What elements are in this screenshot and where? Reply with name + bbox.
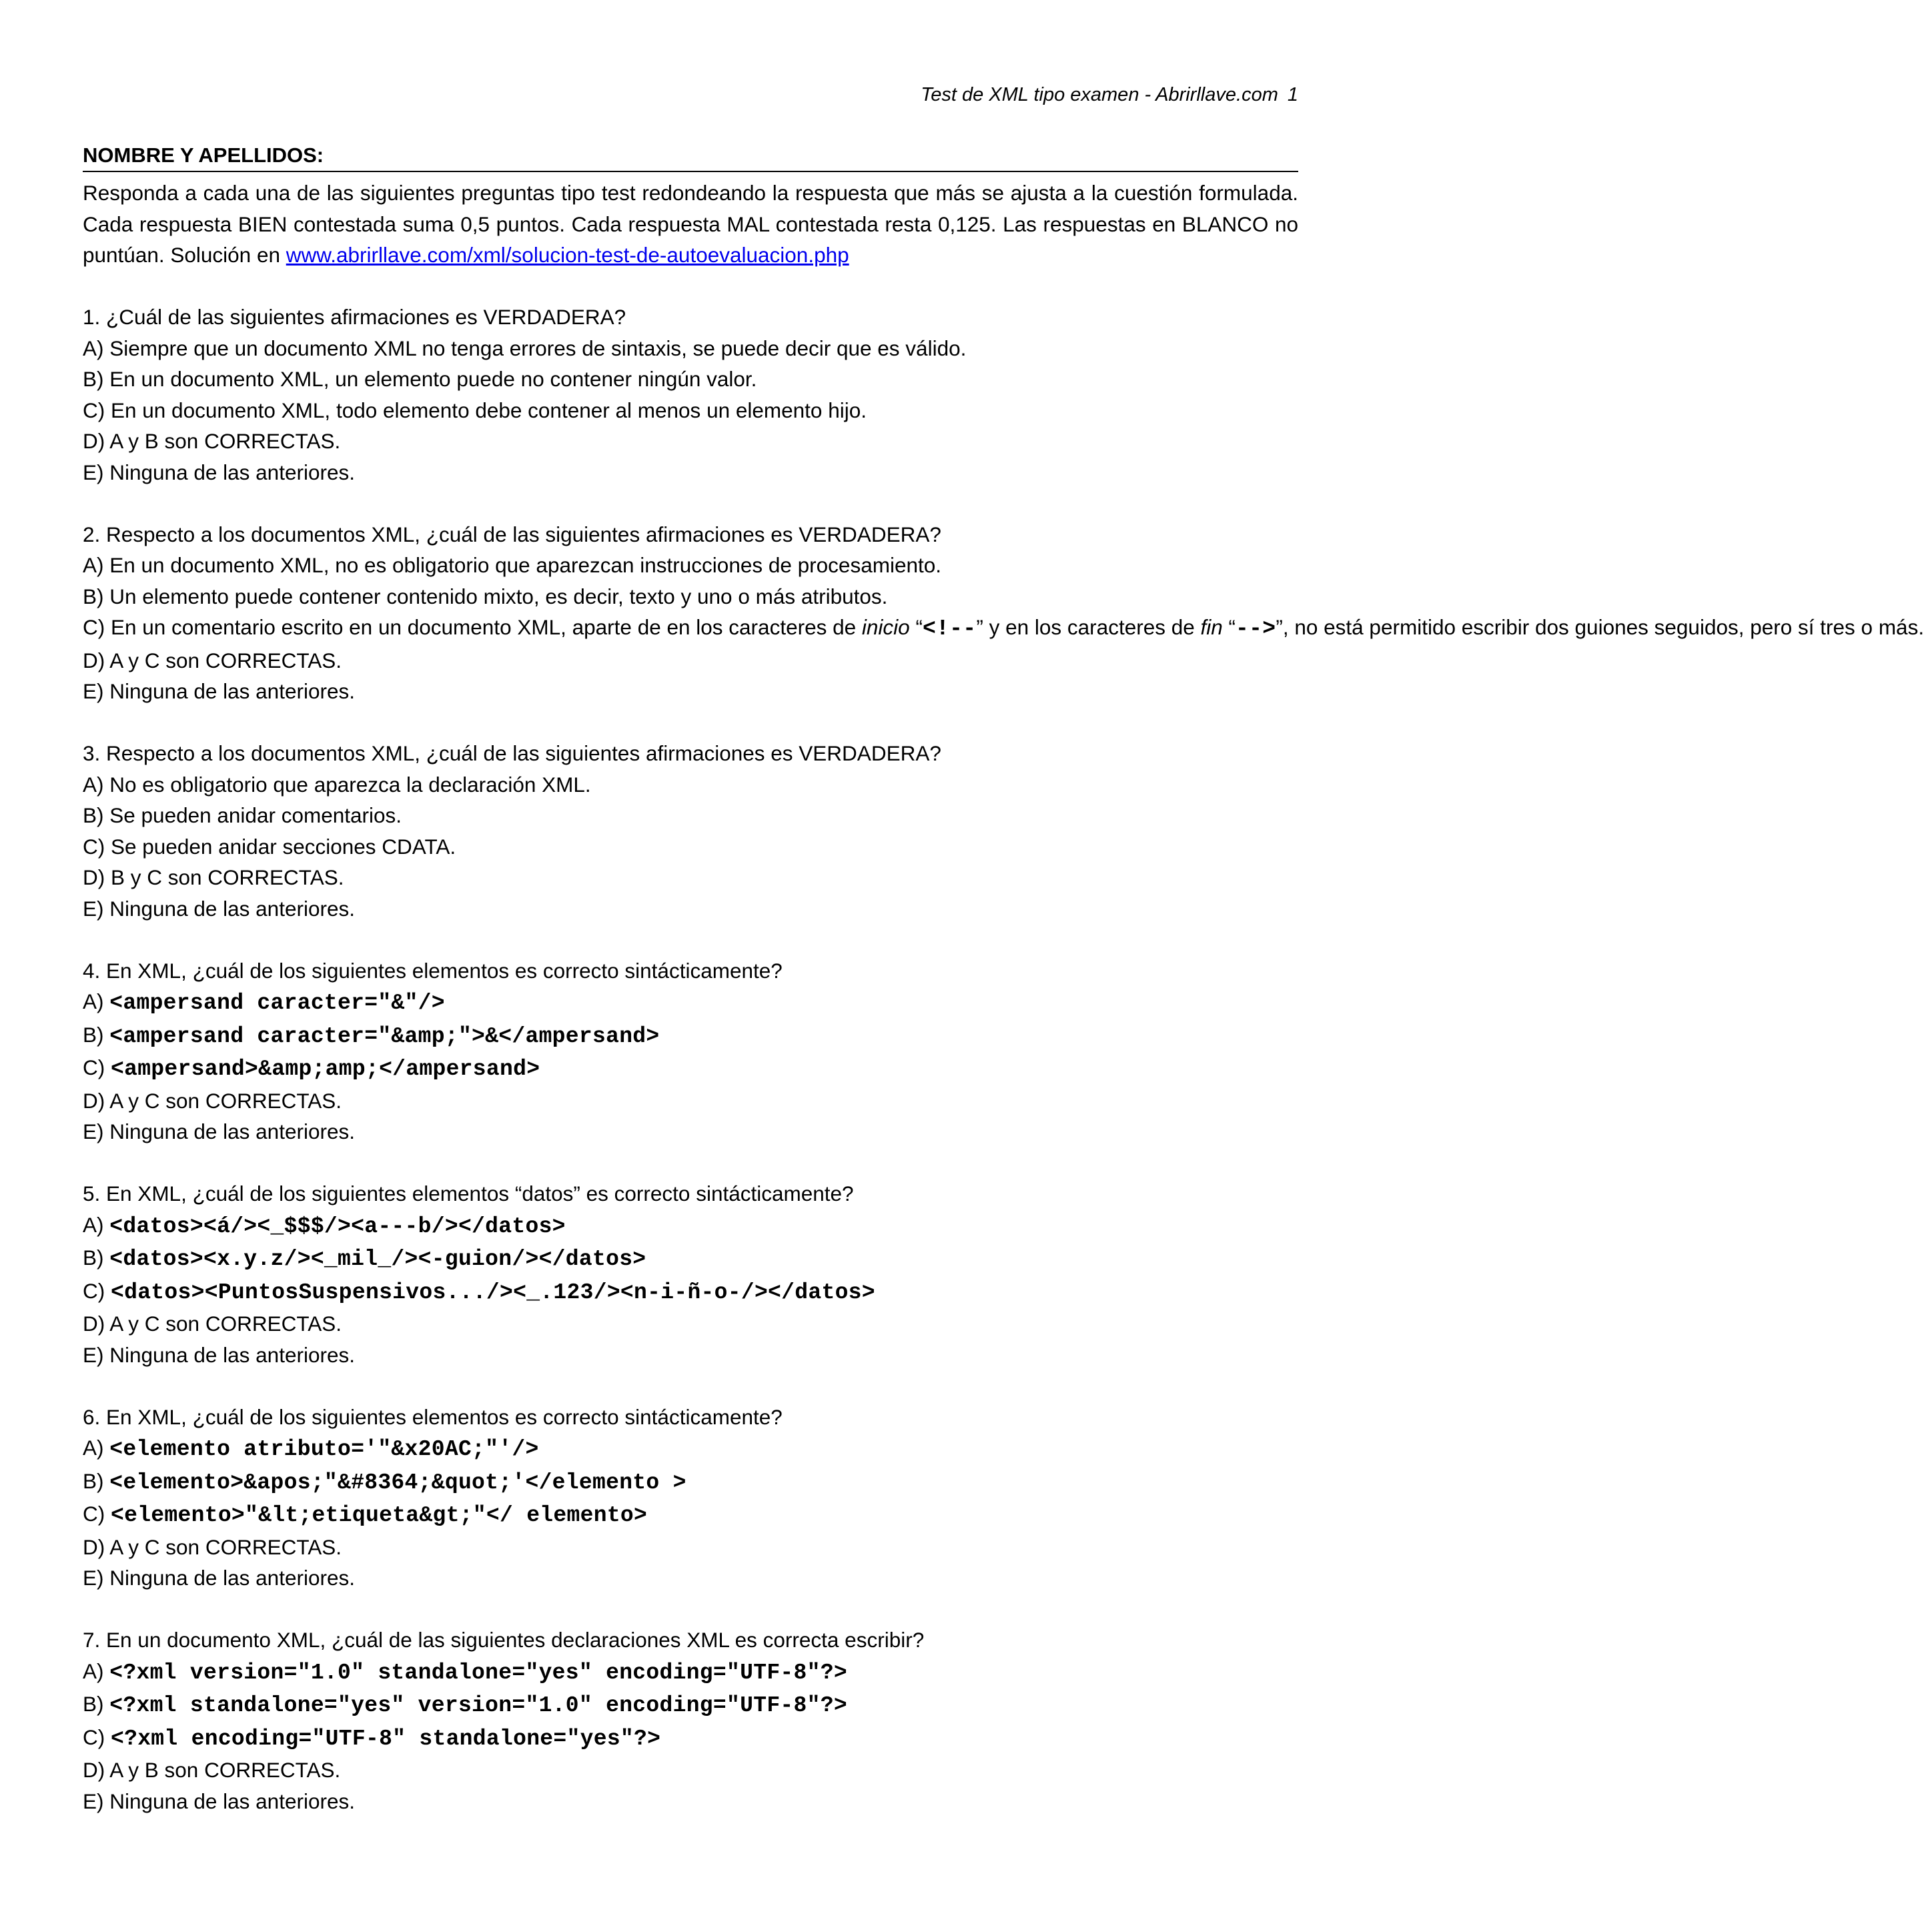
option-a xyxy=(83,986,1298,1019)
option-b xyxy=(83,1688,1298,1722)
option-c-text: C) En un comentario escrito en un documento XML, aparte de en los caracteres de xyxy=(83,615,862,639)
question-3 xyxy=(83,738,1298,924)
option-code: <datos><PuntosSuspensivos.../><_.123/><n-i-ñ-o-/></datos> xyxy=(111,1280,875,1305)
question-text: 2. Respecto a los documentos XML, ¿cuál de las siguientes afirmaciones es VERDADERA? xyxy=(83,522,941,546)
option-c: C) En un documento XML, todo elemento debe contener al menos un elemento hijo. xyxy=(83,398,867,422)
option-code: <?xml version="1.0" standalone="yes" encoding="UTF-8"?> xyxy=(109,1660,847,1685)
question-7 xyxy=(83,1624,1298,1817)
question-4 xyxy=(83,955,1298,1147)
option-letter: C) xyxy=(83,1502,111,1526)
option-code: <datos><x.y.z/><_mil_/><-guion/></datos> xyxy=(109,1247,646,1272)
question-6 xyxy=(83,1402,1298,1594)
option-c-fin: fin xyxy=(1200,615,1223,639)
question-2 xyxy=(83,519,1924,707)
question-5 xyxy=(83,1178,1298,1370)
option-c-text: ”, no está permitido escribir dos guiones seguidos, pero sí tres o más. xyxy=(1276,615,1924,639)
option-e: E) Ninguna de las anteriores. xyxy=(83,1342,355,1367)
running-title: Test de XML tipo examen - Abrirllave.com xyxy=(921,84,1278,105)
option-a: A) No es obligatorio que aparezca la declaración XML. xyxy=(83,772,591,797)
option-c-inicio: inicio xyxy=(861,615,910,639)
option-letter: A) xyxy=(83,1436,110,1460)
option-b xyxy=(83,1019,1298,1053)
option-code: <ampersand caracter="&amp;">&</ampersand> xyxy=(109,1023,660,1049)
option-d: D) A y B son CORRECTAS. xyxy=(83,429,341,453)
option-code: <datos><á/><_$$$/><a---b/></datos> xyxy=(109,1214,566,1239)
option-letter: B) xyxy=(83,1022,110,1047)
option-c-quote: “ xyxy=(909,615,923,639)
instructions-text: Responda a cada una de las siguientes preguntas tipo test redondeando la respuesta que más se ajusta a la cuestión formulada. Cada respuesta BIEN contestada suma 0,5 puntos. Cada respuesta MAL contestada resta 0,125. Las respuestas en BLANCO no puntúan. Solución en xyxy=(83,181,1298,267)
option-code: <elemento>"&lt;etiqueta&gt;"</ elemento> xyxy=(111,1503,648,1528)
option-c xyxy=(83,1276,1298,1309)
option-c-code-open: <!-- xyxy=(922,616,977,641)
question-text: 7. En un documento XML, ¿cuál de las siguientes declaraciones XML es correcta escribir? xyxy=(83,1628,925,1652)
option-letter: B) xyxy=(83,1468,110,1493)
option-e: E) Ninguna de las anteriores. xyxy=(83,460,355,484)
option-a xyxy=(83,1210,1298,1243)
option-c-text: ” y en los caracteres de xyxy=(976,615,1201,639)
option-letter: C) xyxy=(83,1278,111,1303)
option-d: D) A y C son CORRECTAS. xyxy=(83,1534,342,1559)
question-1 xyxy=(83,302,1298,488)
option-c: C) Se pueden anidar secciones CDATA. xyxy=(83,834,456,859)
option-d: D) A y C son CORRECTAS. xyxy=(83,648,342,672)
option-e: E) Ninguna de las anteriores. xyxy=(83,1566,355,1590)
question-text: 3. Respecto a los documentos XML, ¿cuál de las siguientes afirmaciones es VERDADERA? xyxy=(83,741,941,765)
name-field-label: NOMBRE Y APELLIDOS: xyxy=(83,141,1298,172)
option-b: B) Se pueden anidar comentarios. xyxy=(83,803,402,827)
option-letter: A) xyxy=(83,989,110,1013)
option-c xyxy=(83,1052,1298,1085)
option-c xyxy=(83,1722,1298,1755)
option-letter: A) xyxy=(83,1658,110,1683)
option-code: <ampersand caracter="&"/> xyxy=(109,991,445,1015)
option-b: B) Un elemento puede contener contenido mixto, es decir, texto y uno o más atributos. xyxy=(83,584,888,608)
option-code: <?xml standalone="yes" version="1.0" encoding="UTF-8"?> xyxy=(109,1693,847,1718)
option-letter: B) xyxy=(83,1692,110,1716)
instructions-paragraph xyxy=(83,177,1298,271)
option-e: E) Ninguna de las anteriores. xyxy=(83,1119,355,1143)
option-d: D) A y C son CORRECTAS. xyxy=(83,1088,342,1113)
test-content xyxy=(83,177,1924,1817)
option-code: <ampersand>&amp;amp;</ampersand> xyxy=(111,1057,540,1081)
option-a: A) Siempre que un documento XML no tenga errores de sintaxis, se puede decir que es válido. xyxy=(83,336,967,360)
option-c-quote: “ xyxy=(1222,615,1236,639)
question-text: 1. ¿Cuál de las siguientes afirmaciones es VERDADERA? xyxy=(83,305,626,329)
solution-link[interactable]: www.abrirllave.com/xml/solucion-test-de-autoevaluacion.php xyxy=(286,243,849,267)
option-e: E) Ninguna de las anteriores. xyxy=(83,679,355,703)
option-code: <elemento atributo='"&x20AC;"'/> xyxy=(109,1437,539,1462)
option-d: D) A y B son CORRECTAS. xyxy=(83,1758,341,1782)
option-a xyxy=(83,1432,1298,1466)
option-c xyxy=(83,1498,1298,1532)
option-d: D) A y C son CORRECTAS. xyxy=(83,1312,342,1336)
option-letter: A) xyxy=(83,1212,110,1237)
option-letter: C) xyxy=(83,1725,111,1749)
option-code: <elemento>&apos;"&#8364;&quot;'</elemento > xyxy=(109,1470,686,1495)
option-d: D) B y C son CORRECTAS. xyxy=(83,865,344,889)
option-c xyxy=(83,612,1924,645)
question-text: 5. En XML, ¿cuál de los siguientes elementos “datos” es correcto sintácticamente? xyxy=(83,1181,854,1205)
option-code: <?xml encoding="UTF-8" standalone="yes"?> xyxy=(111,1726,661,1751)
option-e: E) Ninguna de las anteriores. xyxy=(83,1789,355,1813)
page-number: 1 xyxy=(1287,84,1298,105)
option-letter: C) xyxy=(83,1055,111,1079)
option-e: E) Ninguna de las anteriores. xyxy=(83,896,355,921)
option-a: A) En un documento XML, no es obligatorio que aparezcan instrucciones de procesamiento. xyxy=(83,553,942,577)
option-b: B) En un documento XML, un elemento puede no contener ningún valor. xyxy=(83,367,757,391)
option-c-code-close: --> xyxy=(1236,616,1276,641)
option-letter: B) xyxy=(83,1246,110,1270)
option-a xyxy=(83,1656,1298,1689)
question-text: 4. En XML, ¿cuál de los siguientes elementos es correcto sintácticamente? xyxy=(83,958,783,983)
question-text: 6. En XML, ¿cuál de los siguientes elementos es correcto sintácticamente? xyxy=(83,1404,783,1429)
option-b xyxy=(83,1466,1298,1499)
option-b xyxy=(83,1242,1298,1276)
running-header xyxy=(83,81,1298,108)
